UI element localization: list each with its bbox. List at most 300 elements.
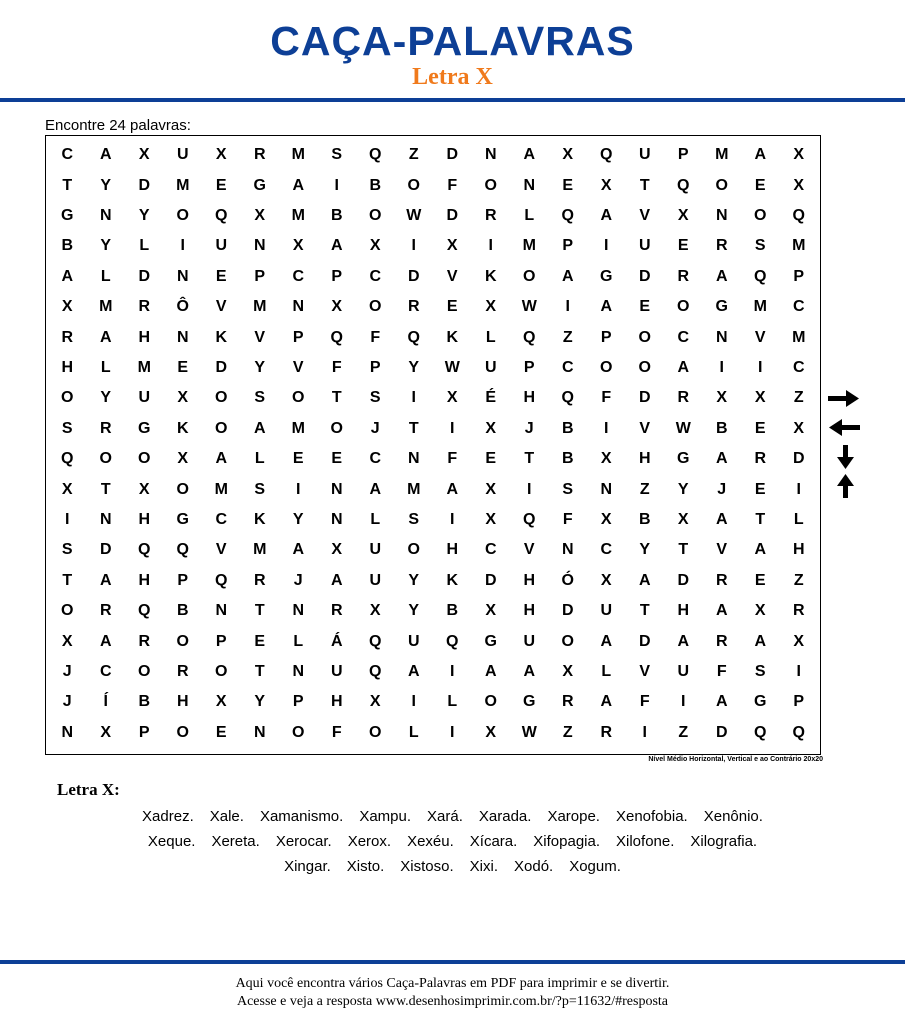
grid-cell: F <box>447 176 458 194</box>
grid-cell: F <box>562 510 573 528</box>
grid-cell: Z <box>793 571 804 589</box>
grid-cell: S <box>61 419 73 437</box>
word-list-heading: Letra X: <box>57 780 120 799</box>
grid-cell: L <box>408 723 419 741</box>
grid-cell: A <box>600 206 613 224</box>
grid-cell: P <box>793 693 805 711</box>
word-item: Xogum. <box>569 858 621 875</box>
grid-cell: Y <box>408 358 420 376</box>
grid-cell: Y <box>408 602 420 620</box>
grid-cell: O <box>523 267 536 285</box>
grid-cell: Q <box>600 146 613 164</box>
grid-cell: N <box>292 602 305 620</box>
level-note: Nível Médio Horizontal, Vertical e ao Contrário 20x20 <box>648 756 823 763</box>
grid-cell: V <box>639 206 651 224</box>
grid-cell: I <box>565 298 570 316</box>
grid-cell: X <box>485 480 497 498</box>
grid-cell: H <box>677 602 690 620</box>
grid-cell: C <box>215 510 228 528</box>
grid-cell: A <box>292 176 305 194</box>
grid-cell: Q <box>369 146 382 164</box>
word-item: Xampu. <box>359 808 412 825</box>
grid-cell: V <box>639 662 651 680</box>
grid-cell: V <box>215 541 227 559</box>
grid-cell: P <box>523 358 535 376</box>
grid-cell: O <box>61 602 74 620</box>
grid-cell: Q <box>61 450 74 468</box>
grid-cell: C <box>292 267 305 285</box>
grid-cell: D <box>677 571 690 589</box>
grid-cell: R <box>600 723 613 741</box>
grid-cell: L <box>524 206 535 224</box>
grid-cell: X <box>446 389 458 407</box>
grid-cell: H <box>523 571 536 589</box>
word-item: Xixi. <box>469 858 498 875</box>
grid-cell: X <box>485 723 497 741</box>
grid-cell: T <box>100 480 111 498</box>
grid-cell: A <box>754 146 767 164</box>
grid-cell: V <box>215 298 227 316</box>
grid-cell: P <box>600 328 612 346</box>
grid-cell: A <box>677 358 690 376</box>
grid-cell: X <box>600 176 612 194</box>
grid-cell: D <box>138 267 151 285</box>
grid-cell: X <box>754 389 766 407</box>
grid-cell: O <box>369 723 382 741</box>
grid-cell: E <box>215 176 227 194</box>
grid-cell: X <box>793 176 805 194</box>
grid-cell: G <box>600 267 613 285</box>
grid-cell: X <box>369 602 381 620</box>
grid-cell: K <box>215 328 228 346</box>
word-item: Xilografia. <box>690 833 758 850</box>
grid-cell: I <box>450 723 455 741</box>
word-item: Xodó. <box>514 858 554 875</box>
grid-cell: A <box>99 328 112 346</box>
grid-cell: U <box>600 602 613 620</box>
grid-cell: J <box>62 662 72 680</box>
grid-cell: L <box>293 632 304 650</box>
grid-cell: A <box>715 693 728 711</box>
grid-cell: A <box>330 571 343 589</box>
grid-cell: D <box>638 632 651 650</box>
grid-cell: P <box>292 693 304 711</box>
grid-cell: X <box>600 510 612 528</box>
grid-cell: Z <box>639 480 650 498</box>
grid-cell: C <box>99 662 112 680</box>
grid-cell: D <box>792 450 805 468</box>
grid-cell: O <box>407 541 420 559</box>
grid-cell: Y <box>677 480 689 498</box>
grid-cell: X <box>677 510 689 528</box>
grid-cell: I <box>65 510 70 528</box>
grid-cell: D <box>99 541 112 559</box>
grid-cell: E <box>292 450 304 468</box>
grid-cell: V <box>254 328 266 346</box>
grid-cell: D <box>638 267 651 285</box>
grid-cell: R <box>407 298 420 316</box>
grid-cell: M <box>291 419 305 437</box>
grid-cell: X <box>61 480 73 498</box>
grid-cell: Q <box>138 541 151 559</box>
grid-cell: P <box>215 632 227 650</box>
word-item: Xamanismo. <box>259 808 344 825</box>
grid-cell: X <box>61 298 73 316</box>
word-item: Xistoso. <box>400 858 454 875</box>
grid-cell: X <box>485 298 497 316</box>
grid-cell: K <box>253 510 266 528</box>
grid-cell: X <box>446 237 458 255</box>
grid-cell: Í <box>103 693 108 711</box>
word-item: Xereta. <box>211 833 260 850</box>
word-item: Xarope. <box>547 808 600 825</box>
grid-cell: Z <box>793 389 804 407</box>
grid-cell: L <box>254 450 265 468</box>
grid-cell: Y <box>254 358 266 376</box>
grid-cell: Ó <box>561 571 574 589</box>
grid-cell: O <box>561 632 574 650</box>
grid-cell: G <box>484 632 497 650</box>
grid-cell: E <box>254 632 266 650</box>
grid-cell: A <box>61 267 74 285</box>
grid-cell: A <box>484 662 497 680</box>
word-item: Xisto. <box>346 858 385 875</box>
grid-cell: A <box>600 632 613 650</box>
grid-cell: A <box>215 450 228 468</box>
grid-cell: B <box>561 419 574 437</box>
grid-cell: P <box>331 267 343 285</box>
grid-cell: X <box>793 146 805 164</box>
grid-cell: A <box>369 480 382 498</box>
grid-cell: O <box>215 389 228 407</box>
grid-cell: V <box>292 358 304 376</box>
grid-cell: Q <box>754 267 767 285</box>
grid-cell: P <box>369 358 381 376</box>
grid-cell: O <box>176 632 189 650</box>
grid-cell: F <box>370 328 381 346</box>
grid-cell: I <box>334 176 339 194</box>
grid-cell: Y <box>100 237 112 255</box>
grid-cell: A <box>715 602 728 620</box>
grid-cell: Q <box>754 723 767 741</box>
grid-cell: E <box>677 237 689 255</box>
grid-cell: I <box>450 662 455 680</box>
grid-cell: T <box>639 176 650 194</box>
grid-cell: Q <box>215 206 228 224</box>
grid-cell: E <box>215 723 227 741</box>
word-item: Xarada. <box>478 808 532 825</box>
grid-cell: I <box>296 480 301 498</box>
grid-cell: B <box>330 206 343 224</box>
footer-line-2: Acesse e veja a resposta www.desenhosimprimir.com.br/?p=11632/#resposta <box>236 994 669 1009</box>
bottom-divider <box>0 960 905 964</box>
grid-cell: E <box>215 267 227 285</box>
grid-cell: X <box>600 571 612 589</box>
grid-cell: S <box>331 146 343 164</box>
grid-cell: A <box>754 632 767 650</box>
grid-cell: R <box>792 602 805 620</box>
grid-cell: R <box>715 632 728 650</box>
grid-cell: A <box>561 267 574 285</box>
grid-cell: X <box>177 450 189 468</box>
grid-cell: I <box>719 358 724 376</box>
word-item: Xale. <box>209 808 244 825</box>
grid-cell: O <box>292 389 305 407</box>
grid-cell: X <box>793 419 805 437</box>
grid-cell: F <box>447 450 458 468</box>
grid-cell: U <box>638 237 651 255</box>
grid-cell: C <box>792 358 805 376</box>
grid-cell: U <box>176 146 189 164</box>
grid-cell: M <box>407 480 421 498</box>
grid-cell: H <box>638 450 651 468</box>
grid-cell: M <box>137 358 151 376</box>
grid-cell: M <box>99 298 113 316</box>
grid-cell: Q <box>446 632 459 650</box>
grid-cell: X <box>485 510 497 528</box>
grid-cell: G <box>715 298 728 316</box>
grid-cell: S <box>754 662 766 680</box>
grid-cell: A <box>638 571 651 589</box>
grid-cell: Q <box>792 723 805 741</box>
grid-cell: V <box>754 328 766 346</box>
grid-cell: O <box>677 298 690 316</box>
grid-cell: X <box>138 480 150 498</box>
grid-cell: R <box>715 237 728 255</box>
grid-cell: Q <box>330 328 343 346</box>
grid-cell: X <box>331 298 343 316</box>
grid-cell: R <box>138 298 151 316</box>
grid-cell: O <box>292 723 305 741</box>
grid-cell: U <box>369 571 382 589</box>
grid-cell: O <box>600 358 613 376</box>
word-line <box>40 833 865 850</box>
grid-cell: C <box>369 267 382 285</box>
grid-cell: O <box>754 206 767 224</box>
grid-cell: M <box>253 541 267 559</box>
grid-cell: M <box>522 237 536 255</box>
word-item: Xeque. <box>147 833 196 850</box>
grid-cell: O <box>369 206 382 224</box>
word-item: Xilofone. <box>616 833 675 850</box>
grid-cell: C <box>792 298 805 316</box>
grid-cell: F <box>716 662 727 680</box>
grid-cell: L <box>370 510 381 528</box>
grid-cell: I <box>604 237 609 255</box>
grid-cell: O <box>638 328 651 346</box>
grid-cell: R <box>61 328 74 346</box>
grid-cell: O <box>369 298 382 316</box>
grid-cell: I <box>681 693 686 711</box>
grid-cell: E <box>562 176 574 194</box>
word-item: Xícara. <box>469 833 518 850</box>
grid-cell: K <box>446 328 459 346</box>
grid-cell: P <box>793 267 805 285</box>
grid-cell: M <box>291 206 305 224</box>
grid-cell: S <box>562 480 574 498</box>
grid-cell: D <box>638 389 651 407</box>
grid-cell: Z <box>562 328 573 346</box>
grid-cell: R <box>99 602 112 620</box>
grid-cell: K <box>446 571 459 589</box>
arrow-down-icon <box>826 443 862 471</box>
grid-cell: O <box>176 480 189 498</box>
grid-cell: N <box>330 480 343 498</box>
grid-cell: V <box>523 541 535 559</box>
grid-cell: N <box>215 602 228 620</box>
grid-cell: O <box>407 176 420 194</box>
grid-cell: T <box>254 602 265 620</box>
grid-cell: E <box>446 298 458 316</box>
grid-cell: N <box>484 146 497 164</box>
grid-cell: I <box>642 723 647 741</box>
grid-cell: C <box>484 541 497 559</box>
grid-cell: H <box>138 328 151 346</box>
grid-cell: O <box>138 450 151 468</box>
grid-cell: P <box>254 267 266 285</box>
grid-cell: Q <box>369 662 382 680</box>
grid-cell: X <box>215 693 227 711</box>
grid-cell: A <box>330 237 343 255</box>
grid-cell: N <box>715 328 728 346</box>
grid-cell: A <box>677 632 690 650</box>
grid-cell: I <box>180 237 185 255</box>
grid-cell: A <box>715 510 728 528</box>
grid-cell: H <box>61 358 74 376</box>
grid-cell: A <box>715 267 728 285</box>
grid-cell: U <box>407 632 420 650</box>
grid-cell: G <box>677 450 690 468</box>
grid-cell: E <box>754 419 766 437</box>
grid-cell: S <box>754 237 766 255</box>
word-item: Xará. <box>427 808 463 825</box>
grid-cell: U <box>523 632 536 650</box>
grid-cell: X <box>61 632 73 650</box>
grid-cell: A <box>600 693 613 711</box>
grid-cell: S <box>254 480 266 498</box>
grid-cell: Y <box>100 389 112 407</box>
grid-cell: X <box>215 146 227 164</box>
grid-cell: N <box>600 480 613 498</box>
grid-cell: A <box>754 541 767 559</box>
grid-cell: B <box>715 419 728 437</box>
grid-cell: R <box>715 571 728 589</box>
grid-cell: X <box>677 206 689 224</box>
grid-cell: X <box>485 602 497 620</box>
grid-cell: L <box>100 267 111 285</box>
grid-cell: R <box>138 632 151 650</box>
grid-cell: E <box>639 298 651 316</box>
grid-cell: X <box>562 146 574 164</box>
grid-cell: R <box>677 389 690 407</box>
grid-cell: W <box>444 358 460 376</box>
grid-cell: G <box>61 206 74 224</box>
word-item: Xexéu. <box>407 833 454 850</box>
grid-cell: H <box>176 693 189 711</box>
instructions-text: Encontre 24 palavras: <box>45 117 191 134</box>
grid-cell: L <box>139 237 150 255</box>
word-item: Xifopagia. <box>533 833 601 850</box>
grid-cell: I <box>411 693 416 711</box>
grid-cell: Y <box>408 571 420 589</box>
grid-cell: L <box>793 510 804 528</box>
grid-cell: S <box>254 389 266 407</box>
word-line <box>40 858 865 875</box>
grid-cell: J <box>717 480 727 498</box>
grid-cell: A <box>292 541 305 559</box>
grid-cell: I <box>604 419 609 437</box>
grid-cell: R <box>754 450 767 468</box>
grid-cell: N <box>253 723 266 741</box>
grid-cell: U <box>638 146 651 164</box>
grid-cell: U <box>677 662 690 680</box>
grid-cell: S <box>408 510 420 528</box>
grid-cell: M <box>253 298 267 316</box>
grid-cell: L <box>601 662 612 680</box>
arrow-right-icon <box>826 388 862 408</box>
grid-cell: Q <box>677 176 690 194</box>
grid-cell: Ô <box>176 298 189 316</box>
grid-cell: Q <box>215 571 228 589</box>
grid-cell: I <box>411 237 416 255</box>
grid-cell: N <box>176 267 189 285</box>
grid-cell: A <box>407 662 420 680</box>
grid-cell: G <box>138 419 151 437</box>
grid-cell: X <box>331 541 343 559</box>
grid-cell: Y <box>639 541 651 559</box>
grid-cell: T <box>62 571 73 589</box>
footer-line-1: Aqui você encontra vários Caça-Palavras em PDF para imprimir e se divertir. <box>235 976 670 991</box>
grid-cell: Q <box>138 602 151 620</box>
grid-cell: A <box>523 146 536 164</box>
grid-cell: Q <box>561 389 574 407</box>
grid-cell: X <box>254 206 266 224</box>
grid-cell: M <box>792 237 806 255</box>
grid-cell: N <box>253 237 266 255</box>
grid-cell: D <box>561 602 574 620</box>
grid-cell: A <box>715 450 728 468</box>
grid-cell: V <box>446 267 458 285</box>
grid-cell: O <box>138 662 151 680</box>
grid-cell: X <box>292 237 304 255</box>
grid-cell: D <box>138 176 151 194</box>
grid-cell: J <box>370 419 380 437</box>
grid-cell: K <box>484 267 497 285</box>
grid-cell: X <box>369 237 381 255</box>
top-divider <box>0 98 905 102</box>
grid-cell: G <box>253 176 266 194</box>
grid-cell: Z <box>562 723 573 741</box>
grid-cell: T <box>408 419 419 437</box>
grid-cell: Z <box>408 146 419 164</box>
grid-cell: L <box>100 358 111 376</box>
grid-cell: X <box>600 450 612 468</box>
grid-cell: N <box>330 510 343 528</box>
grid-cell: O <box>715 176 728 194</box>
grid-cell: M <box>792 328 806 346</box>
grid-cell: C <box>561 358 574 376</box>
grid-cell: H <box>138 510 151 528</box>
grid-cell: O <box>176 206 189 224</box>
grid-cell: R <box>253 571 266 589</box>
grid-cell: P <box>177 571 189 589</box>
word-list <box>40 808 865 883</box>
grid-cell: X <box>138 146 150 164</box>
grid-cell: R <box>561 693 574 711</box>
grid-cell: P <box>292 328 304 346</box>
grid-cell: X <box>793 632 805 650</box>
grid-cell: R <box>677 267 690 285</box>
